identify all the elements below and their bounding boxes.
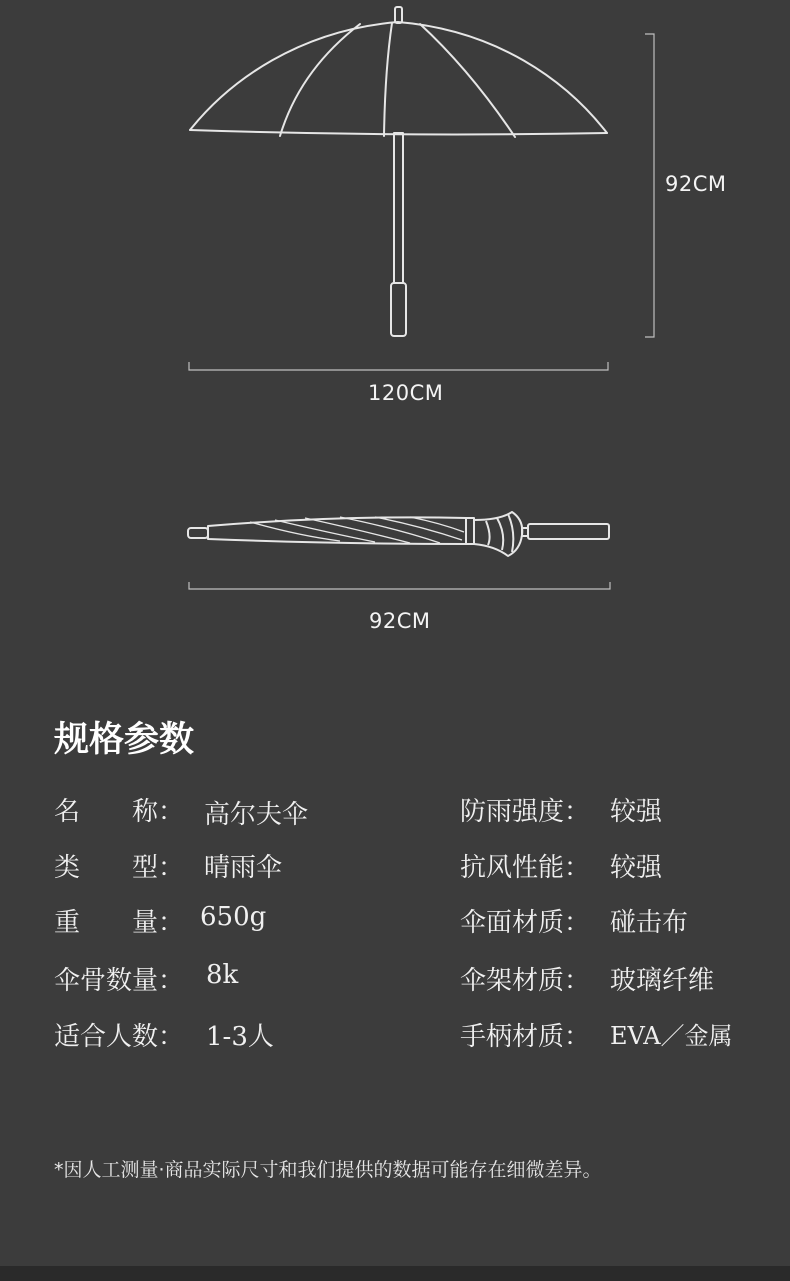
spec-value-ribs: 8k (206, 960, 239, 990)
spec-value-name: 高尔夫伞 (204, 800, 309, 830)
closed-umbrella-collar (466, 518, 474, 544)
spec-value-rain-resistance: 较强 (610, 797, 663, 827)
open-height-label: 92CM (665, 172, 727, 196)
closed-umbrella-handle (528, 524, 609, 539)
umbrella-handle (391, 283, 406, 336)
spec-label-rain-resistance: 防雨强度： (460, 797, 591, 827)
measurement-note: *因人工测量·商品实际尺寸和我们提供的数据可能存在细微差异。 (54, 1159, 602, 1181)
spec-label-name: 名 称： (54, 797, 185, 827)
specs-title: 规格参数 (54, 720, 195, 760)
umbrella-canopy (190, 22, 607, 133)
umbrella-rib (280, 24, 360, 136)
bottom-divider (0, 1266, 790, 1281)
umbrella-tip (395, 7, 402, 23)
spec-value-weight: 650g (200, 902, 267, 932)
closed-length-label: 92CM (369, 609, 431, 633)
spec-value-handle-material: EVA／金属 (610, 1022, 733, 1050)
spec-value-capacity: 1-3人 (206, 1022, 274, 1052)
width-dimension-line (189, 362, 608, 370)
closed-umbrella-tip (188, 528, 208, 538)
spec-value-canopy-material: 碰击布 (610, 908, 689, 938)
spec-value-wind-resistance: 较强 (610, 853, 663, 883)
umbrella-rib (384, 23, 392, 136)
spec-label-wind-resistance: 抗风性能： (460, 853, 591, 883)
open-width-label: 120CM (368, 381, 444, 405)
spec-value-frame-material: 玻璃纤维 (610, 966, 715, 996)
umbrella-rib (420, 24, 515, 137)
spec-label-capacity: 适合人数： (54, 1022, 185, 1052)
closed-umbrella-illustration (188, 512, 609, 556)
spec-label-canopy-material: 伞面材质： (460, 908, 591, 938)
spec-label-handle-material: 手柄材质： (460, 1022, 591, 1052)
spec-label-ribs: 伞骨数量： (54, 966, 185, 996)
umbrella-shaft (394, 133, 403, 283)
spec-label-weight: 重 量： (54, 908, 185, 938)
spec-label-frame-material: 伞架材质： (460, 966, 591, 996)
height-dimension-line (645, 34, 654, 337)
spec-value-type: 晴雨伞 (204, 853, 283, 883)
spec-label-type: 类 型： (54, 853, 185, 883)
closed-length-dimension-line (189, 582, 610, 589)
